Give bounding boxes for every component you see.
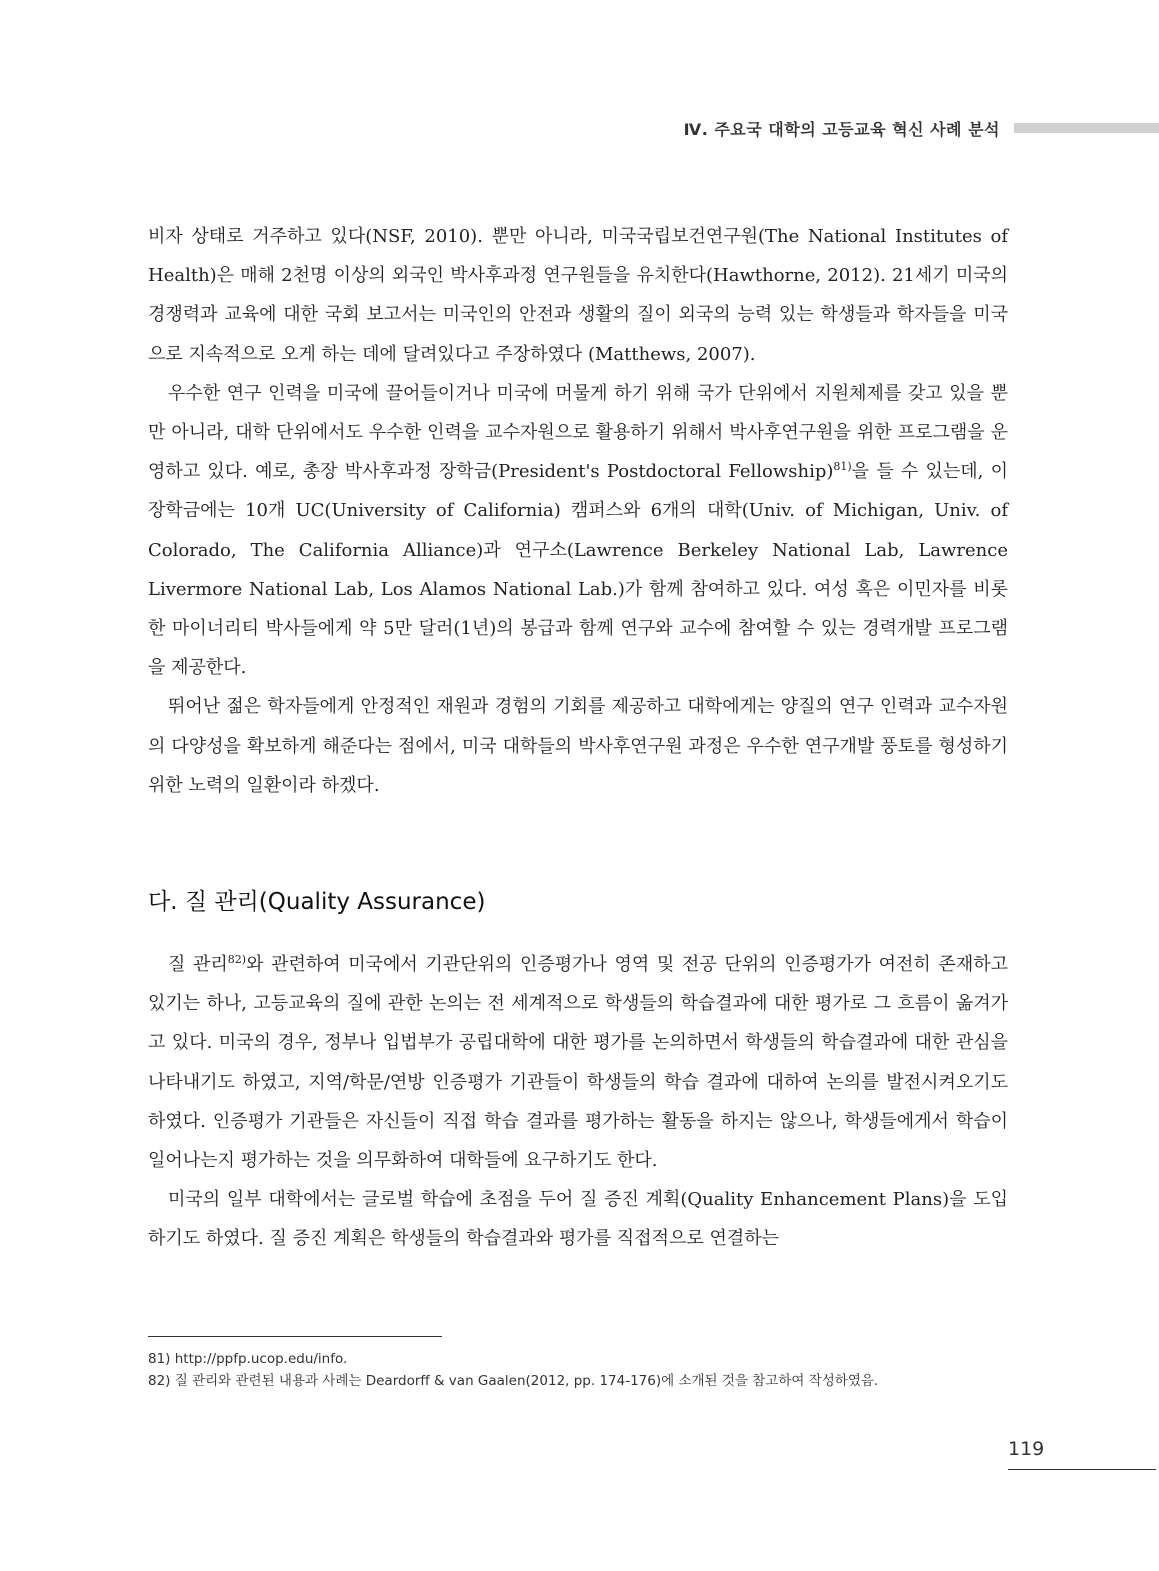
footnote: 81) http://ppfp.ucop.edu/info.: [148, 1351, 348, 1367]
footnotes: [148, 1348, 1028, 1392]
body-text-top: [148, 217, 1008, 805]
paragraph-text: 을 들 수 있는데, 이 장학금에는 10개 UC(University of California) 캠퍼스와 6개의 대학(Univ. of Michigan, Univ. of Colorado, The California Alliance)과 연구소(Lawrence Berkeley National Lab, Lawrence Livermore National Lab, Los Alamos National Lab.)가 함께 참여하고 있다. 여성 혹은 이민자를 비롯한 마이너리티 박사들에게 약 5만 달러(1년)의 봉급과 함께 연구와 교수에 참여할 수 있는 경력개발 프로그램을 제공한다.: [148, 461, 1008, 679]
page-number: 119: [1008, 1438, 1045, 1460]
paragraph: [148, 374, 1008, 688]
paragraph: 뛰어난 젊은 학자들에게 안정적인 재원과 경험의 기회를 제공하고 대학에게는 양질의 연구 인력과 교수자원의 다양성을 확보하게 해준다는 점에서, 미국 대학들의 박사후연구원 과정은 우수한 연구개발 풍토를 형성하기 위한 노력의 일환이라 하겠다.: [148, 696, 1008, 796]
body-text-bottom: [148, 945, 1008, 1259]
page-number-rule: [1008, 1469, 1156, 1470]
paragraph-text: 와 관련하여 미국에서 기관단위의 인증평가나 영역 및 전공 단위의 인증평가가 여전히 존재하고 있기는 하나, 고등교육의 질에 관한 논의는 전 세계적으로 학생들의 학습결과에 대한 평가로 그 흐름이 옮겨가고 있다. 미국의 경우, 정부나 입법부가 공립대학에 대한 평가를 논의하면서 학생들의 학습결과에 대한 관심을 나타내기도 하였고, 지역/학문/연방 인증평가 기관들이 학생들의 학습 결과에 대하여 논의를 발전시켜오기도 하였다. 인증평가 기관들은 자신들이 직접 학습 결과를 평가하는 활동을 하지는 않으나, 학생들에게서 학습이 일어나는지 평가하는 것을 의무화하여 대학들에 요구하기도 한다.: [148, 954, 1008, 1172]
paragraph-text: 질 관리: [168, 954, 228, 975]
footnote-reference: 81): [833, 460, 852, 474]
paragraph: 비자 상태로 거주하고 있다(NSF, 2010). 뿐만 아니라, 미국국립보건연구원(The National Institutes of Health)은 매해 2천명 이상의 외국인 박사후과정 연구원들을 유치한다(Hawthorne, 2012). 21세기 미국의 경쟁력과 교육에 대한 국회 보고서는 미국인의 안전과 생활의 질이 외국의 능력 있는 학생들과 학자들을 미국으로 지속적으로 오게 하는 데에 달려있다고 주장하였다 (Matthews, 2007).: [148, 226, 1008, 365]
footnote-reference: 82): [227, 953, 247, 966]
paragraph-text: 우수한 연구 인력을 미국에 끌어들이거나 미국에 머물게 하기 위해 국가 단위에서 지원체제를 갖고 있을 뿐만 아니라, 대학 단위에서도 우수한 인력을 교수자원으로 활용하기 위해서 박사후연구원을 위한 프로그램을 운영하고 있다. 예로, 총장 박사후과정 장학금(President's Postdoctoral Fellowship): [148, 382, 1008, 483]
section-heading: 다. 질 관리(Quality Assurance): [148, 889, 486, 915]
paragraph: 미국의 일부 대학에서는 글로벌 학습에 초점을 두어 질 증진 계획(Quality Enhancement Plans)을 도입하기도 하였다. 질 증진 계획은 학생들의 학습결과와 평가를 직접적으로 연결하는: [148, 1189, 1008, 1250]
chapter-title: Ⅳ. 주요국 대학의 고등교육 혁신 사례 분석: [683, 119, 1000, 139]
footnote-divider: [148, 1336, 442, 1337]
paragraph: [148, 945, 1008, 1180]
header-decorative-bar: [1014, 123, 1159, 133]
running-header: [684, 117, 1159, 139]
footnote: 82) 질 관리와 관련된 내용과 사례는 Deardorff & van Gaalen(2012, pp. 174-176)에 소개된 것을 참고하여 작성하였음.: [148, 1373, 879, 1389]
